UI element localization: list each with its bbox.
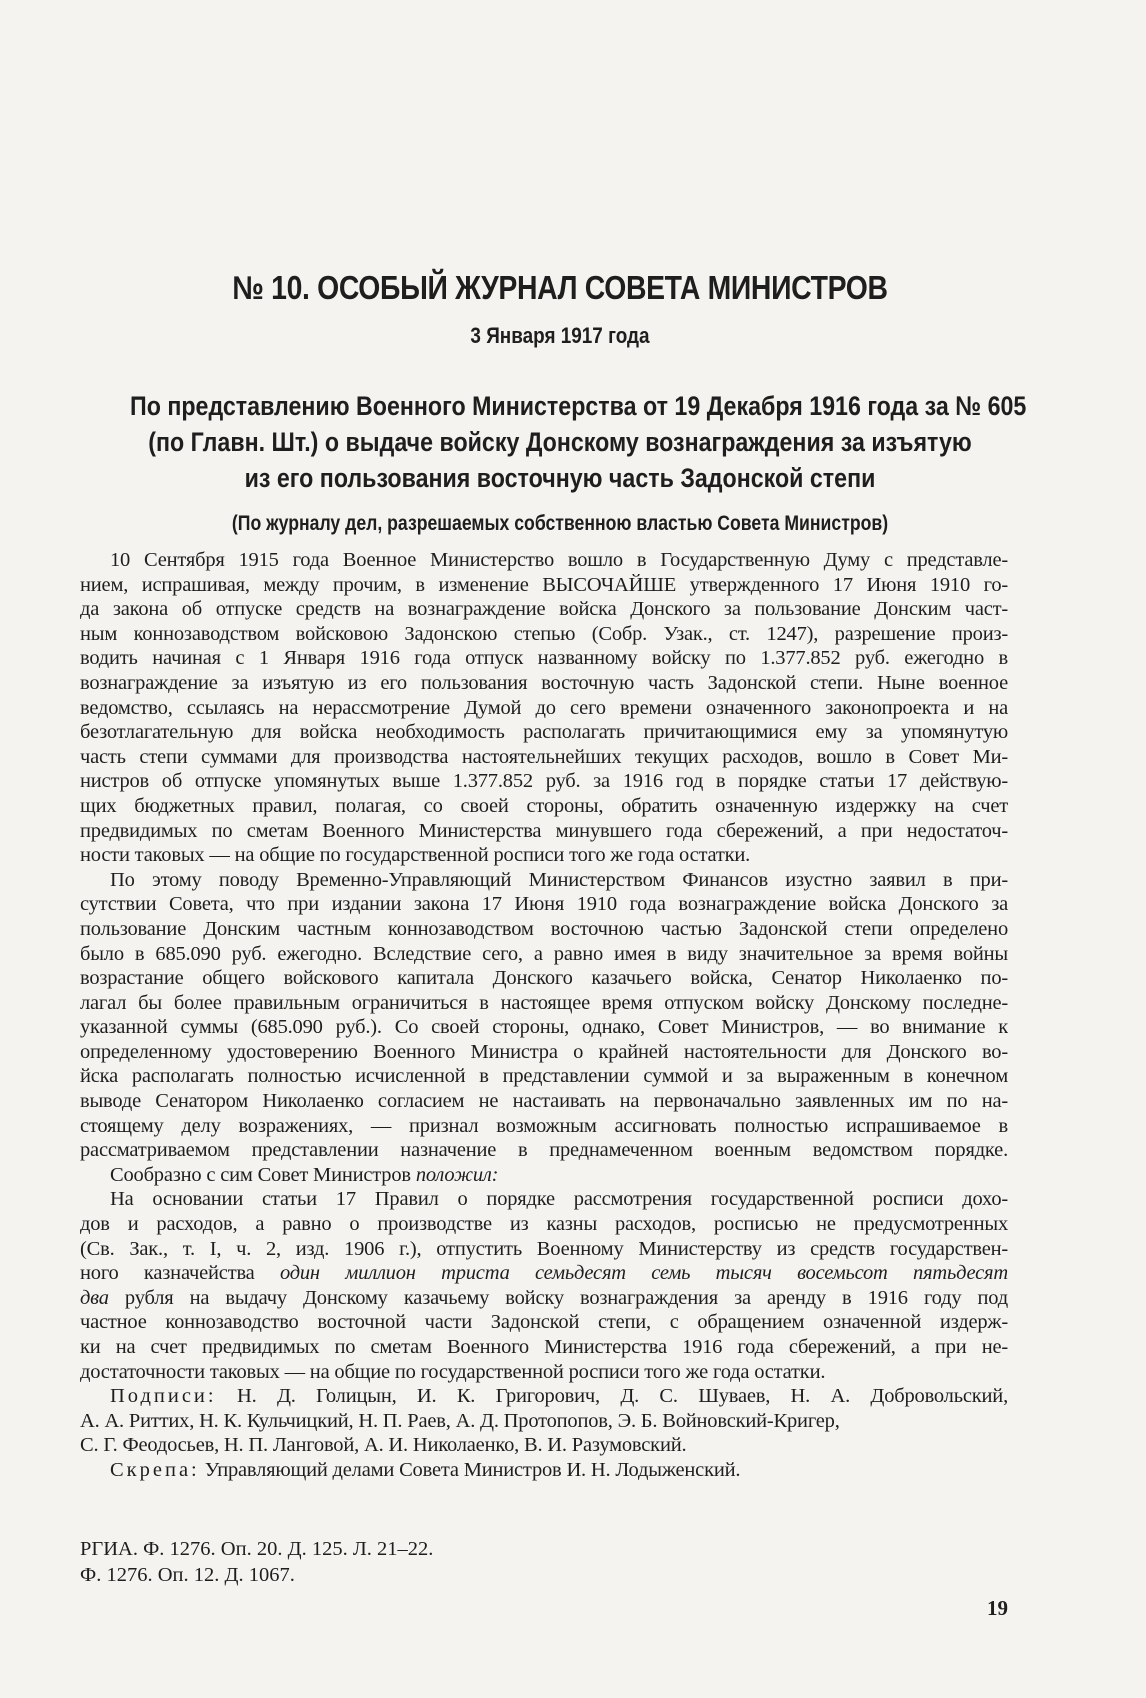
amount-in-words: один миллион триста семьдесят семь тысяч восемьсот пятьдесят bbox=[279, 1262, 1008, 1285]
document-title: № 10. ОСОБЫЙ ЖУРНАЛ СОВЕТА МИНИСТРОВ bbox=[232, 269, 888, 306]
signatories: С. Г. Феодосьев, Н. П. Ланговой, А. И. Николаенко, В. И. Разумовский. bbox=[80, 1434, 687, 1457]
text-line: рассматриваемом представлении назначение в преднамеченном военным ведомством порядке. bbox=[80, 1139, 1008, 1162]
text-line bbox=[80, 1286, 1008, 1311]
text-line: щих бюджетных правил, полагая, со своей стороны, обратить означенную издержку на счет bbox=[80, 794, 1008, 817]
countersignatory: Управляющий делами Совета Министров И. Н. Лодыженский. bbox=[204, 1458, 741, 1481]
text-line: выводе Сенатором Николаенко согласием не настаивать на первоначально заявленных им по на- bbox=[80, 1090, 1008, 1113]
text-line: часть степи суммами для производства настоятельнейших текущих расходов, вошло в Совет Ми- bbox=[80, 745, 1008, 768]
signatures bbox=[80, 1384, 1008, 1458]
text-line: пользование Донским частным коннозаводством восточною частью Задонской степи определено bbox=[80, 917, 1008, 940]
text-line bbox=[80, 1163, 1008, 1188]
text-line: ведомство, ссылаясь на нерассмотрение Думой до сего времени означенного законопроекта и на bbox=[80, 696, 1008, 719]
text-line: нием, испрашивая, между прочим, в изменение ВЫСОЧАЙШЕ утвержденного 17 Июня 1910 го- bbox=[80, 573, 1008, 596]
text-line: На основании статьи 17 Правил о порядке рассмотрения государственной росписи дохо- bbox=[110, 1188, 1008, 1211]
signatories: А. А. Риттих, Н. К. Кульчицкий, Н. П. Раев, А. Д. Протопопов, Э. Б. Войновский-Кригер, bbox=[80, 1409, 840, 1432]
document-subject bbox=[130, 388, 1027, 496]
text-line bbox=[80, 1458, 1008, 1483]
text-line: стоящему делу возражениях, — признал возможным ассигновать полностью испрашиваемое в bbox=[80, 1114, 1008, 1137]
text-line: сутствии Совета, что при издании закона 17 Июня 1910 года вознаграждение войска Донского за bbox=[80, 893, 1008, 916]
text-line: (Св. Зак., т. I, ч. 2, изд. 1906 г.), отпустить Военному Министерству из средств государствен- bbox=[80, 1237, 1008, 1260]
text-line: ности таковых — на общие по государственной росписи того же года остатки. bbox=[80, 844, 751, 867]
text-line: водить начиная с 1 Января 1916 года отпуск названному войску по 1.377.852 руб. ежегодно в bbox=[80, 647, 1008, 670]
resolution-keyword: положил: bbox=[415, 1163, 499, 1186]
resolution-intro: Сообразно с сим Совет Министров bbox=[110, 1163, 411, 1186]
text-line bbox=[80, 1261, 1008, 1286]
text-line: вознаграждение за изъятую из его пользования восточную часть Задонской степи. Ныне военное bbox=[80, 671, 1008, 694]
paragraph-4 bbox=[80, 1187, 1008, 1384]
text-line: было в 685.090 руб. ежегодно. Вследствие сего, а равно имея в виду значительное за время войны bbox=[80, 942, 1008, 965]
subject-line: По представлению Военного Министерства от 19 Декабря 1916 года за № 605 bbox=[130, 391, 1027, 421]
text-line: По этому поводу Временно-Управляющий Министерством Финансов изустно заявил в при- bbox=[110, 868, 1008, 891]
text-line: дов и расходов, а равно о производстве из казны расходов, росписью не предусмотренных bbox=[80, 1213, 1008, 1236]
signatories: Н. Д. Голицын, И. К. Григорович, Д. С. Шуваев, Н. А. Добровольский, bbox=[237, 1385, 1008, 1408]
page-number: 19 bbox=[987, 1596, 1008, 1620]
text-line: указанной суммы (685.090 руб.). Со своей стороны, однако, Совет Министров, — во внимание к bbox=[80, 1016, 1008, 1039]
text-run: рубля на выдачу Донскому казачьему войску вознаграждения за аренду в 1916 году под bbox=[124, 1286, 1008, 1309]
source-reference: Ф. 1276. Оп. 12. Д. 1067. bbox=[80, 1564, 295, 1586]
journal-note: (По журналу дел, разрешаемых собственною властью Совета Министров) bbox=[231, 512, 889, 535]
text-line bbox=[80, 1384, 1008, 1409]
text-line: нистров об отпуске упомянутых выше 1.377.852 руб. за 1916 год в порядке статьи 17 действую- bbox=[80, 770, 1008, 793]
text-line: предвидимых по сметам Военного Министерства минувшего года сбережений, а при недостаточ- bbox=[80, 819, 1008, 842]
text-line: безотлагательную для войска необходимость располагать причитающимися ему за упомянутую bbox=[80, 721, 1008, 744]
paragraph-1 bbox=[80, 548, 1008, 868]
text-line: 10 Сентября 1915 года Военное Министерство вошло в Государственную Думу с представле- bbox=[110, 549, 1008, 571]
signatures-label: Подписи: bbox=[110, 1385, 217, 1408]
document-body bbox=[80, 548, 1008, 1483]
text-line: ки на счет предвидимых по сметам Военного Министерства 1916 года сбережений, а при не- bbox=[80, 1336, 1008, 1358]
countersignature bbox=[80, 1458, 1008, 1483]
archive-sources bbox=[80, 1536, 433, 1588]
text-line: достаточности таковых — на общие по государственной росписи того же года остатки. bbox=[80, 1360, 826, 1383]
countersignature-label: Скрепа: bbox=[110, 1458, 200, 1481]
amount-in-words: два bbox=[80, 1286, 109, 1309]
text-line: определенному удостоверению Военного Министра о крайней настоятельности для Донского во- bbox=[80, 1040, 1008, 1063]
text-line: частное коннозаводство восточной части Задонской степи, с обращением означенной издерж- bbox=[80, 1311, 1008, 1334]
text-line: возрастание общего войскового капитала Донского казачьего войска, Сенатор Николаенко по- bbox=[80, 967, 1008, 990]
text-line: да закона об отпуске средств на вознаграждение войска Донского за пользование Донским част- bbox=[80, 598, 1008, 621]
paragraph-2 bbox=[80, 868, 1008, 1163]
text-line: лагал бы более правильным ограничиться в настоящее время отпуском войску Донскому последне- bbox=[80, 991, 1008, 1014]
document-date: 3 Января 1917 года bbox=[470, 323, 650, 348]
document-header bbox=[60, 268, 1060, 538]
text-line: йска располагать полностью исчисленной в представлении суммой и за выраженным в конечном bbox=[80, 1065, 1008, 1088]
text-line: ным коннозаводством войсковою Задонскою степью (Собр. Узак., ст. 1247), разрешение произ- bbox=[80, 622, 1008, 645]
subject-line: из его пользования восточную часть Задонской степи bbox=[244, 463, 876, 493]
subject-line: (по Главн. Шт.) о выдаче войску Донскому вознаграждения за изъятую bbox=[148, 427, 972, 457]
source-reference: РГИА. Ф. 1276. Оп. 20. Д. 125. Л. 21–22. bbox=[80, 1538, 434, 1560]
text-run: ного казначейства bbox=[80, 1262, 255, 1285]
paragraph-3 bbox=[80, 1163, 1008, 1188]
